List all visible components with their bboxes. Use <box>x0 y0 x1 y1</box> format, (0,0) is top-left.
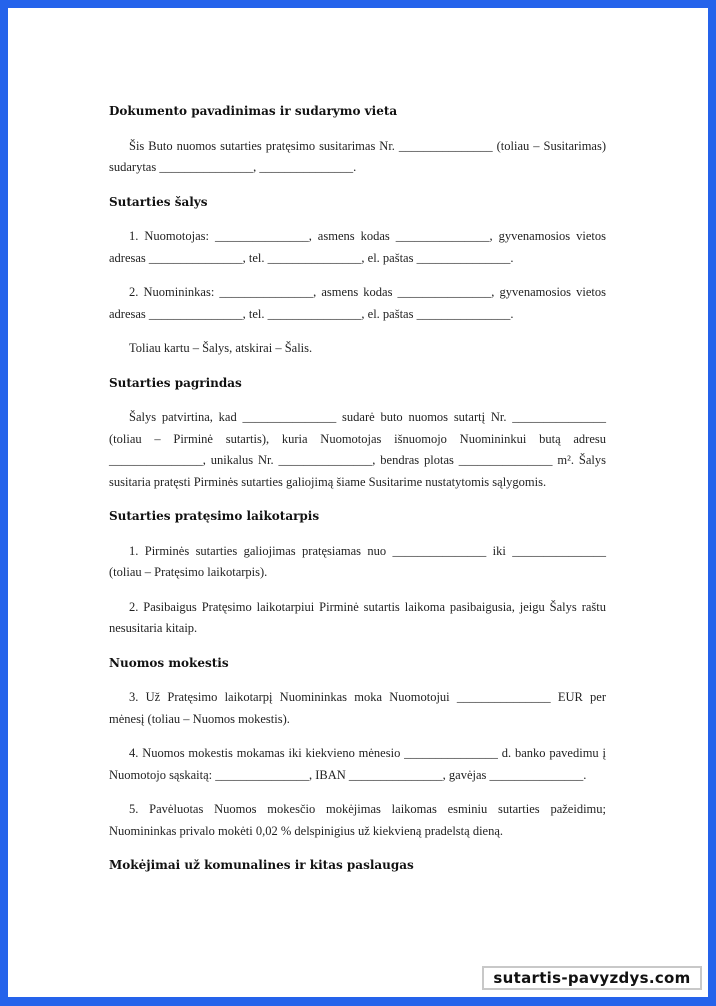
section-heading: Sutarties pagrindas <box>109 375 242 390</box>
document-content <box>109 101 606 890</box>
section-heading: Sutarties šalys <box>109 194 208 209</box>
paragraph: 2. Pasibaigus Pratęsimo laikotarpiui Pirminė sutartis laikoma pasibaigusia, jeigu Šalys raštu nesusitaria kitaip. <box>109 599 606 635</box>
section-heading: Nuomos mokestis <box>109 655 229 670</box>
document-page <box>8 8 708 997</box>
section-heading: Mokėjimai už komunalines ir kitas paslaugas <box>109 858 414 872</box>
paragraph: Šalys patvirtina, kad _______________ sudarė buto nuomos sutartį Nr. _______________ (toliau – Pirminė sutartis), kuria Nuomotojas išnuomojo Nuomininkui butą adresu _______________, unikalus Nr. _______________, bendras plotas _______________ m². Šalys susitaria pratęsti Pirminės sutarties galiojimą šiame Susitarime nustatytomis sąlygomis. <box>109 410 606 489</box>
paragraph: 5. Pavėluotas Nuomos mokesčio mokėjimas laikomas esminiu sutarties pažeidimu; Nuomininkas privalo mokėti 0,02 % delspinigius už kiekvieną pradelstą dieną. <box>109 802 606 838</box>
paragraph: Toliau kartu – Šalys, atskirai – Šalis. <box>129 341 313 355</box>
paragraph: 1. Pirminės sutarties galiojimas pratęsiamas nuo _______________ iki _______________ (toliau – Pratęsimo laikotarpis). <box>109 543 606 579</box>
section-parties <box>109 192 606 360</box>
paragraph-landlord: 1. Nuomotojas: _______________, asmens kodas _______________, gyvenamosios vietos adresas _______________, tel. _______________, el. paštas _______________. <box>109 229 606 265</box>
section-extension-period <box>109 506 606 640</box>
paragraph: 3. Už Pratęsimo laikotarpį Nuomininkas moka Nuomotojui _______________ EUR per mėnesį (toliau – Nuomos mokestis). <box>109 690 606 726</box>
section-heading: Sutarties pratęsimo laikotarpis <box>109 509 320 523</box>
watermark-link[interactable]: sutartis-pavyzdys.com <box>482 966 702 990</box>
section-document-title <box>109 101 606 179</box>
section-basis <box>109 373 606 494</box>
section-heading: Dokumento pavadinimas ir sudarymo vieta <box>109 104 398 118</box>
paragraph-tenant: 2. Nuomininkas: _______________, asmens kodas _______________, gyvenamosios vietos adresas _______________, tel. _______________, el. paštas _______________. <box>109 285 606 321</box>
section-utilities <box>109 855 606 877</box>
paragraph: 4. Nuomos mokestis mokamas iki kiekvieno mėnesio _______________ d. banko pavedimu į Nuomotojo sąskaitą: _______________, IBAN _______________, gavėjas _______________. <box>109 746 606 782</box>
paragraph: Šis Buto nuomos sutarties pratęsimo susitarimas Nr. _______________ (toliau – Susitarimas) sudarytas _______________, _______________. <box>109 138 606 174</box>
section-rent <box>109 653 606 843</box>
